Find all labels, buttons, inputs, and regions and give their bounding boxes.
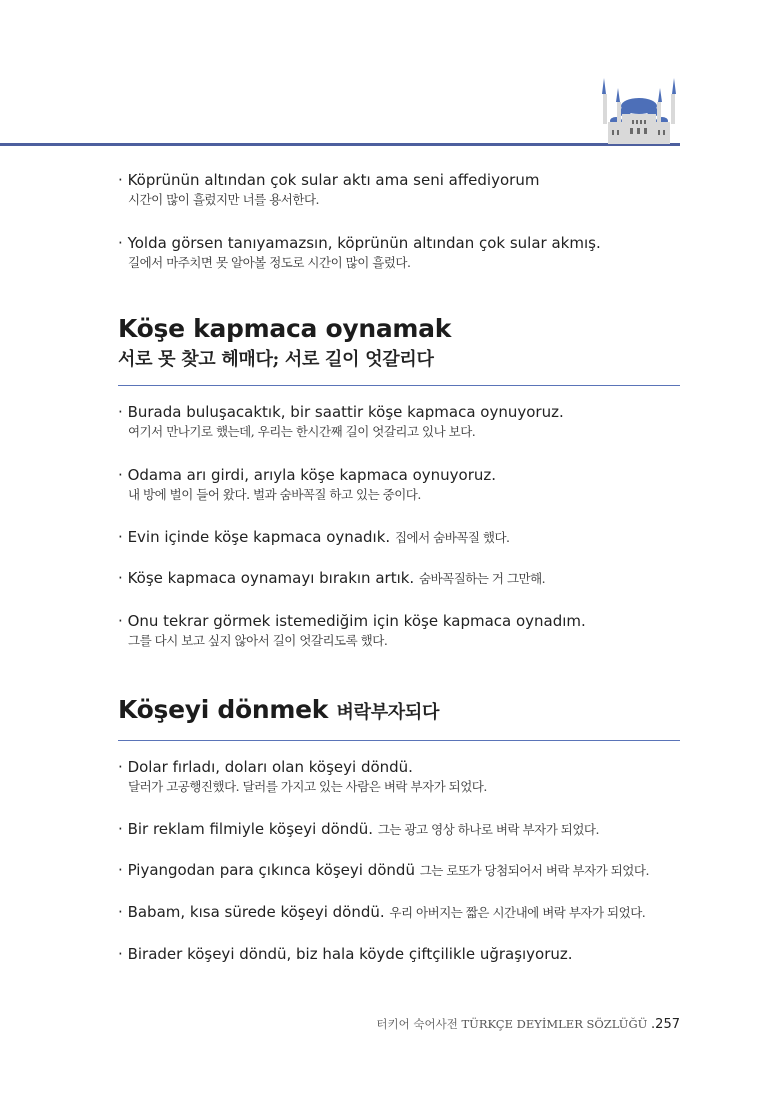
example-item: · Evin içinde köşe kapmaca oynadık. 집에서 숨바꼭질 했다.: [118, 528, 510, 546]
example-item: · Yolda görsen tanıyamazsın, köprünün altından çok sular akmış. 길에서 마주치면 못 알아볼 정도로 시간이 많이 흘렀다.: [118, 234, 601, 270]
example-item: · Köşe kapmaca oynamayı bırakın artık. 숨바꼭질하는 거 그만해.: [118, 569, 546, 587]
example-item: · Birader köşeyi döndü, biz hala köyde çiftçilikle uğraşıyoruz.: [118, 945, 573, 963]
example-item: · Odama arı girdi, arıyla köşe kapmaca oynuyoruz. 내 방에 벌이 들어 왔다. 벌과 숨바꼭질 하고 있는 중이다.: [118, 466, 497, 502]
page-footer: [376, 1016, 680, 1032]
page-number: .257: [651, 1017, 680, 1032]
book-title: 터키어 숙어사전 TÜRKÇE DEYİMLER SÖZLÜĞÜ: [376, 1017, 648, 1031]
mosque-icon: [596, 76, 682, 144]
example-item: · Bir reklam filmiyle köşeyi döndü. 그는 광고 영상 하나로 벼락 부자가 되었다.: [118, 820, 599, 838]
example-item: · Babam, kısa sürede köşeyi döndü. 우리 아버지는 짧은 시간내에 벼락 부자가 되었다.: [118, 903, 646, 921]
header-rule: [0, 143, 680, 146]
idiom-heading: Köşeyi dönmek 벼락부자되다: [118, 695, 440, 724]
section-divider: [118, 740, 680, 741]
example-item: · Piyangodan para çıkınca köşeyi döndü 그는 로또가 당첨되어서 벼락 부자가 되었다.: [118, 861, 649, 879]
idiom-meaning: 벼락부자되다: [336, 702, 440, 723]
idiom-heading: Köşe kapmaca oynamak: [118, 314, 452, 343]
section-divider: [118, 385, 680, 386]
example-item: · Onu tekrar görmek istemediğim için köşe kapmaca oynadım. 그를 다시 보고 싶지 않아서 길이 엇갈리도록 했다.: [118, 612, 586, 648]
example-item: · Köprünün altından çok sular aktı ama seni affediyorum 시간이 많이 흘렀지만 너를 용서한다.: [118, 171, 540, 207]
example-item: · Burada buluşacaktık, bir saattir köşe kapmaca oynuyoruz. 여기서 만나기로 했는데, 우리는 한시간째 길이 엇갈리고 있나 보다.: [118, 403, 564, 439]
idiom-meaning: 서로 못 찾고 헤매다; 서로 길이 엇갈리다: [118, 349, 434, 370]
example-item: · Dolar fırladı, doları olan köşeyi döndü. 달러가 고공행진했다. 달러를 가지고 있는 사람은 벼락 부자가 되었다.: [118, 758, 487, 794]
